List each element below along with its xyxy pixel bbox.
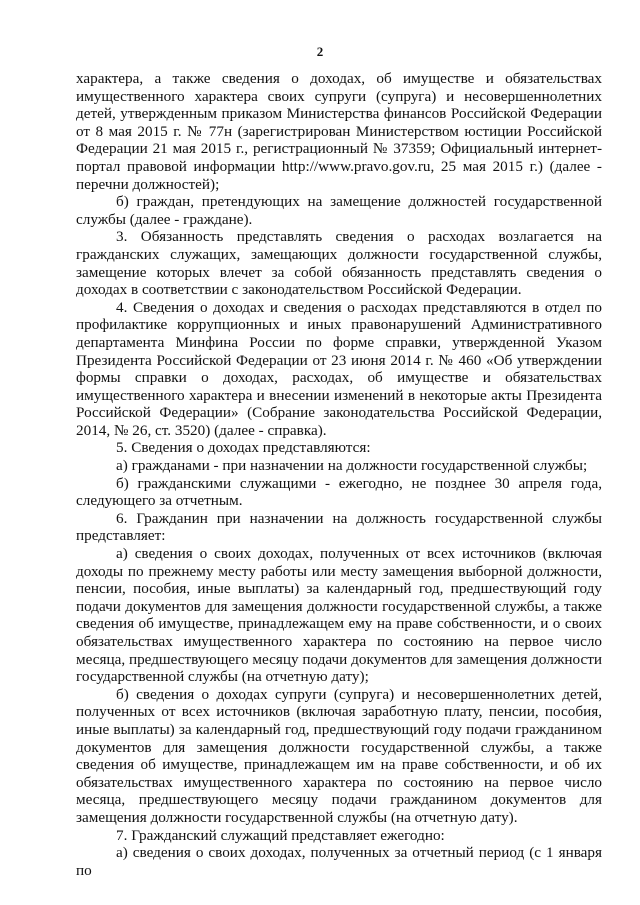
paragraph-5b: б) гражданскими служащими - ежегодно, не позднее 30 апреля года, следующего за отчетным. bbox=[76, 474, 602, 510]
paragraph-5: 5. Сведения о доходах представляются: bbox=[116, 439, 371, 457]
paragraph-6: 6. Гражданин при назначении на должность государственной службы представляет: bbox=[76, 509, 602, 545]
paragraph-6b: б) сведения о доходах супруги (супруга) и несовершеннолетних детей, полученных от всех источников (включая заработную плату, пенсии, пособия, иные выплаты) за календарный год, предшествующий году подачи гражданином документов для замещения должности государственной службы, а также сведения об имуществе, принадлежащем им на праве собственности, и об их обязательствах имущественного характера по состоянию на первое число месяца, предшествующего месяцу подачи гражданином документов для замещения должности государственной службы (на отчетную дату). bbox=[76, 685, 602, 826]
paragraph-7a: а) сведения о своих доходах, полученных за отчетный период (с 1 января по bbox=[76, 844, 602, 879]
page-number: 2 bbox=[316, 44, 324, 59]
paragraph-3: 3. Обязанность представлять сведения о расходах возлагается на гражданских служащих, замещающих должности государственной службы, замещение которых влечет за собой обязанность представлять сведения о доходах в соответствии с законодательством Российской Федерации. bbox=[76, 228, 602, 299]
paragraph-7: 7. Гражданский служащий представляет ежегодно: bbox=[116, 826, 445, 844]
paragraph-continuation: характера, а также сведения о доходах, об имуществе и обязательствах имущественного характера своих супруги (супруга) и несовершеннолетних детей, утвержденным приказом Министерства финансов Российской Федерации от 8 мая 2015 г. № 77н (зарегистрирован Министерством юстиции Российской Федерации 21 мая 2015 г., регистрационный № 37359; Официальный интернет-портал правовой информации http://www.pravo.gov.ru, 25 мая 2015 г.) (далее - перечни должностей); bbox=[76, 70, 602, 193]
paragraph-5a: а) гражданами - при назначении на должности государственной службы; bbox=[116, 457, 588, 475]
paragraph-4: 4. Сведения о доходах и сведения о расходах представляются в отдел по профилактике коррупционных и иных правонарушений Административного департамента Минфина России по форме справки, утвержденной Указом Президента Российской Федерации от 23 июня 2014 г. № 460 «Об утверждении формы справки о доходах, расходах, об имуществе и обязательствах имущественного характера и внесении изменений в некоторые акты Президента Российской Федерации» (Собрание законодательства Российской Федерации, 2014, № 26, ст. 3520) (далее - справка). bbox=[76, 298, 602, 439]
document-body bbox=[76, 70, 602, 879]
paragraph-6a: а) сведения о своих доходах, полученных от всех источников (включая доходы по прежнему месту работы или месту замещения выборной должности, пенсии, пособия, иные выплаты) за календарный год, предшествующий году подачи документов для замещения должности государственной службы, а также сведения об имуществе, принадлежащем ему на праве собственности, и о своих обязательствах имущественного характера по состоянию на первое число месяца, предшествующего месяцу подачи документов для замещения должности государственной службы (на отчетную дату); bbox=[76, 545, 602, 686]
paragraph-2b: б) граждан, претендующих на замещение должностей государственной службы (далее - граждане). bbox=[76, 193, 602, 228]
